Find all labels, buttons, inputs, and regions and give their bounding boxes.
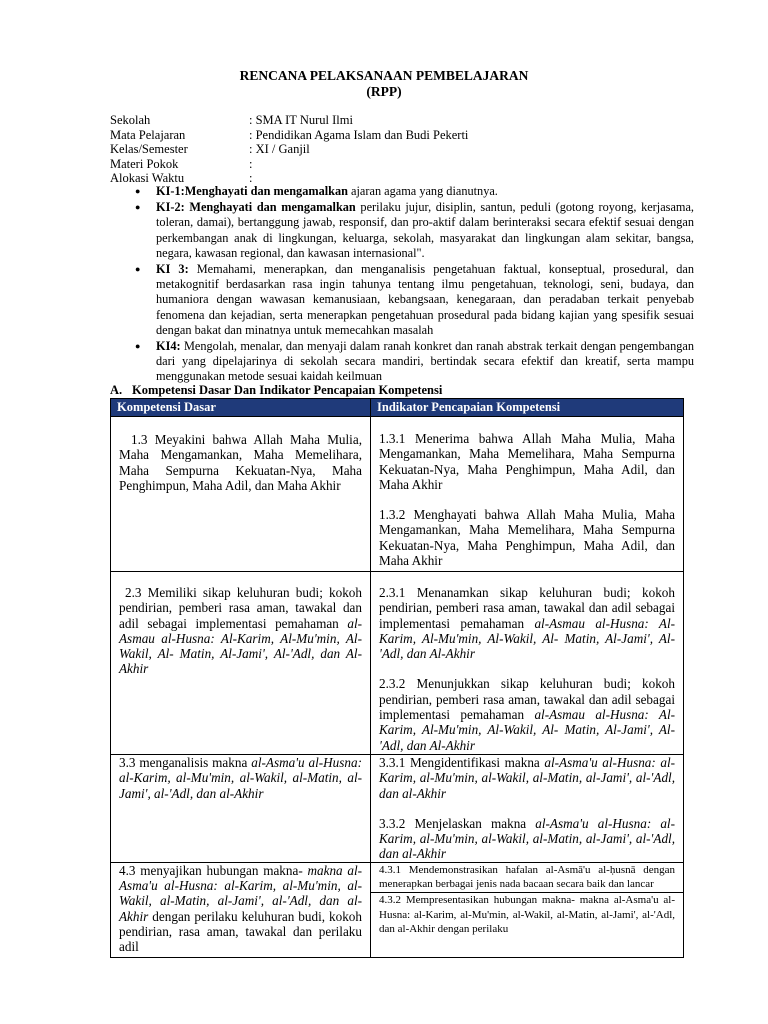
text-fragment: 2.3 Memiliki sikap keluhuran budi; kokoh pendirian, pemberi rasa aman, tawakal dan adil sebagai implementasi pemahaman bbox=[119, 585, 362, 631]
ki-text: Memahami, menerapkan, dan menganalisis pengetahuan faktual, konseptual, prosedural, dan metakognitif berdasarkan rasa ingin tahunya tentang ilmu pengetahuan, teknologi, seni, budaya, dan humaniora dengan wawasan kemanusiaan, kebangsaan, kenegaraan, dan peradaban terkait penyebab fenomena dan kejadian, serta menerapkan pengetahuan prosedural pada bidang kajian yang spesifik sesuai dengan bakat dan minatnya untuk memecahkan masalah bbox=[156, 262, 694, 337]
text-fragment: 3.3.2 Menjelaskan makna bbox=[379, 815, 536, 831]
table-row bbox=[111, 862, 684, 957]
indicator-text bbox=[379, 863, 675, 892]
italic-fragment: al-Asma'u al-Husna: al-Karim, al-Mu'min, al-Wakil, al-Matin, al-Jami', al-'Adl, dan al-Akhir bbox=[379, 755, 676, 801]
kd-text bbox=[119, 863, 362, 955]
identity-key: Materi Pokok bbox=[110, 156, 179, 171]
italic-fragment: al-Asma'u al-Husna: al-Karim, al-Mu'min, al-Wakil, al-Matin, al-Jami', al-'Adl, dan al-Akhir bbox=[119, 755, 362, 801]
ki-text: Mengolah, menalar, dan menyaji dalam ranah konkret dan ranah abstrak terkait dengan pengembangan dari yang dipelajarinya di sekolah secara mandiri, bertindak secara efektif dan kreatif, serta mampu menggunakan metode sesuai kaidah keilmuan bbox=[156, 339, 694, 384]
ki-text: ajaran agama yang dianutnya. bbox=[347, 184, 498, 198]
text-fragment: 3.3 menganalisis makna bbox=[119, 755, 252, 770]
core-competency-item bbox=[110, 184, 694, 199]
section-number: A. bbox=[110, 383, 123, 397]
core-competency-item bbox=[110, 262, 694, 338]
text-fragment: 1.3.1 Menerima bahwa Allah Maha Mulia, Maha Mengamankan, Maha Memelihara, Maha Sempurna Kekuatan-Nya, Maha Penghimpun, Maha Adil, dan Maha Akhir bbox=[379, 431, 675, 492]
kd-cell bbox=[111, 572, 371, 755]
italic-fragment: al-Asmau al-Husna: Al-Karim, Al-Mu'min, Al-Wakil, Al- Matin, Al-Jami', Al-'Adl, dan Al-Akhir bbox=[119, 615, 362, 677]
italic-fragment: al-Asmau al-Husna: Al-Karim, Al-Mu'min, Al-Wakil, Al- Matin, Al-Jami', Al-'Adl, dan Al-Akhir bbox=[379, 707, 675, 753]
core-competency-list bbox=[110, 184, 694, 386]
identity-key: Alokasi Waktu bbox=[110, 171, 185, 186]
table-header-row bbox=[111, 399, 684, 417]
header-kompetensi-dasar: Kompetensi Dasar bbox=[111, 399, 371, 417]
italic-fragment: al-Asma'u al-Husna: al-Karim, al-Mu'min, al-Wakil, al-Matin, al-Jami', al-'Adl, dan al-Akhir bbox=[379, 815, 675, 862]
text-fragment: 2.3.2 Menunjukkan sikap keluhuran budi; kokoh pendirian, pemberi rasa aman, tawakal dan adil sebagai implementasi pemahaman bbox=[379, 676, 675, 723]
kd-cell bbox=[111, 862, 371, 957]
indicator-text bbox=[379, 755, 675, 801]
indicator-cell bbox=[371, 862, 684, 957]
text-fragment: 1.3.2 Menghayati bahwa Allah Maha Mulia, Maha Mengamankan, Maha Memelihara, Maha Sempurna Kekuatan-Nya, Maha Penghimpun, Maha Adil, dan Maha Akhir bbox=[379, 507, 675, 569]
table-row bbox=[111, 417, 684, 572]
indicator-text bbox=[371, 892, 683, 937]
identity-block bbox=[110, 113, 468, 186]
identity-value: : bbox=[249, 156, 253, 171]
identity-row bbox=[110, 128, 468, 143]
indicator-text bbox=[379, 676, 675, 752]
identity-value: : XI / Ganjil bbox=[249, 142, 310, 157]
identity-key: Kelas/Semester bbox=[110, 142, 188, 157]
kd-text bbox=[119, 432, 362, 493]
indicator-cell bbox=[371, 755, 684, 863]
indicator-text bbox=[379, 816, 675, 862]
identity-key: Sekolah bbox=[110, 113, 151, 127]
header-indikator: Indikator Pencapaian Kompetensi bbox=[371, 399, 684, 417]
text-fragment: 4.3.2 Mempresentasikan hubungan makna- makna al-Asma'u al-Husna: al-Karim, al-Mu'min, al-Wakil, al-Matin, al-Jami', al-'Adl, dan al-Akhir dengan perilaku bbox=[379, 893, 675, 936]
kd-cell bbox=[111, 755, 371, 863]
text-fragment: dengan perilaku keluhuran budi, kokoh pendirian, rasa aman, tawakal dan perilaku adil bbox=[119, 908, 362, 955]
ki-label: KI 3: bbox=[156, 262, 189, 277]
table-row bbox=[111, 755, 684, 863]
italic-fragment: makna al-Asma'u al-Husna: al-Karim, al-Mu'min, al-Wakil, al-Matin, al-Jami', al-'Adl, dan al-Akhir bbox=[119, 862, 363, 924]
section-title: Kompetensi Dasar Dan Indikator Pencapaian Kompetensi bbox=[132, 383, 443, 397]
core-competency-item bbox=[110, 200, 694, 261]
competency-table bbox=[110, 398, 684, 958]
indicator-text bbox=[379, 431, 675, 492]
identity-row bbox=[110, 142, 468, 157]
text-fragment: 3.3.1 Mengidentifikasi makna bbox=[379, 755, 545, 770]
text-fragment: 4.3.1 Mendemonstrasikan hafalan al-Asmā'u al-ḥusnā dengan menerapkan berbagai jenis nada bacaan secara baik dan lancar bbox=[379, 863, 675, 891]
text-fragment: 2.3.1 Menanamkan sikap keluhuran budi; kokoh pendirian, pemberi rasa aman, tawakal dan adil sebagai implementasi pemahaman bbox=[379, 585, 675, 631]
ki-text: perilaku jujur, disiplin, santun, peduli (gotong royong, kerjasama, toleran, damai), bertanggung jawab, responsif, dan pro-aktif dalam berinteraksi secara efektif sesuai dengan perkembangan anak di lingkungan, keluarga, sekolah, masyarakat dan lingkungan alam sekitar, bangsa, negara, kawasan regional, dan kawasan internasional". bbox=[156, 200, 694, 260]
kd-text bbox=[119, 755, 362, 801]
indicator-cell bbox=[371, 572, 684, 755]
identity-value: : SMA IT Nurul Ilmi bbox=[249, 113, 353, 127]
table-row bbox=[111, 572, 684, 755]
document-title: RENCANA PELAKSANAAN PEMBELAJARAN bbox=[239, 68, 529, 83]
kd-text bbox=[119, 585, 362, 677]
identity-row bbox=[110, 113, 468, 128]
italic-fragment: al-Asmau al-Husna: Al-Karim, Al-Mu'min, Al-Wakil, Al- Matin, Al-Jami', Al-'Adl, dan Al-Akhir bbox=[379, 615, 675, 662]
identity-key: Mata Pelajaran bbox=[110, 127, 186, 142]
kd-cell bbox=[111, 417, 371, 572]
ki-label: KI-1:Menghayati dan mengamalkan bbox=[156, 184, 348, 198]
document-subtitle: (RPP) bbox=[366, 84, 402, 99]
identity-row bbox=[110, 157, 468, 172]
indicator-text bbox=[379, 507, 675, 568]
identity-value: : Pendidikan Agama Islam dan Budi Pekerti bbox=[249, 127, 469, 142]
section-heading bbox=[110, 383, 442, 398]
core-competency-item bbox=[110, 339, 694, 385]
indicator-cell bbox=[371, 417, 684, 572]
ki-label: KI4: bbox=[156, 339, 181, 354]
text-fragment: 4.3 menyajikan hubungan makna- bbox=[119, 862, 308, 878]
indicator-text bbox=[379, 585, 675, 661]
identity-value: : bbox=[249, 171, 253, 186]
ki-label: KI-2: Menghayati dan mengamalkan bbox=[156, 200, 356, 215]
text-fragment: 1.3 Meyakini bahwa Allah Maha Mulia, Maha Mengamankan, Maha Memelihara, Maha Sempurna Kekuatan-Nya, Maha Penghimpun, Maha Adil, dan Maha Akhir bbox=[119, 432, 362, 493]
